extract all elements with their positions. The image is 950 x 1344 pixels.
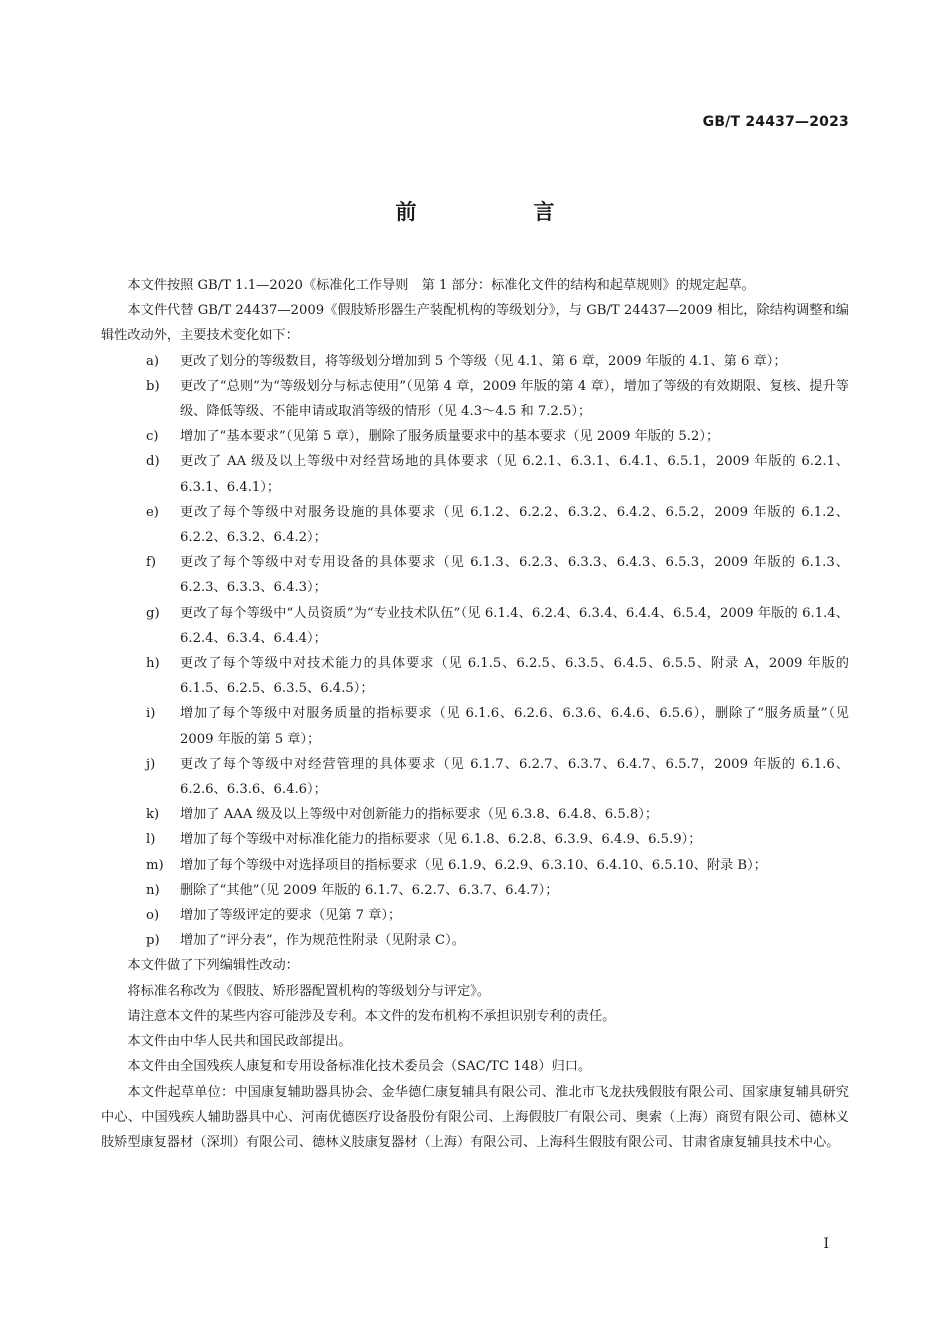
list-item [101,701,849,751]
list-item [101,752,849,802]
list-item-text: 更改了每个等级中对专用设备的具体要求（见 6.1.3、6.2.3、6.3.3、6.4.3、6.5.3，2009 年版的 6.1.3、6.2.3、6.3.3、6.4.3）； [180,555,849,596]
list-item-text: 增加了 AAA 级及以上等级中对创新能力的指标要求（见 6.3.8、6.4.8、6.5.8）； [180,807,659,823]
list-item-marker: l) [146,832,156,848]
list-item-text: 增加了“评分表”，作为规范性附录（见附录 C）。 [180,933,465,949]
list-item-marker: b) [146,378,160,394]
list-item [101,424,849,449]
paragraph-replacement: 本文件代替 GB/T 24437—2009《假肢矫形器生产装配机构的等级划分》，与 GB/T 24437—2009 相比，除结构调整和编辑性改动外，主要技术变化如下： [101,303,849,344]
list-item-text: 增加了每个等级中对选择项目的指标要求（见 6.1.9、6.2.9、6.3.10、6.4.10、6.5.10、附录 B）； [180,857,767,873]
paragraph-proposer: 本文件由中华人民共和国民政部提出。 [127,1034,352,1050]
list-item-marker: g) [146,605,160,621]
list-item-marker: i) [146,706,156,722]
list-item-marker: o) [146,908,160,924]
list-item [101,374,849,424]
page-title: 前 言 [395,200,603,224]
list-item [101,550,849,600]
list-item-marker: n) [146,882,160,898]
list-item-marker: d) [146,454,160,470]
list-item [101,349,849,374]
list-item-text: 更改了“总则”为“等级划分与标志使用”（见第 4 章，2009 年版的第 4 章），增加了等级的有效期限、复核、提升等级、降低等级、不能申请或取消等级的情形（见 4.3～4.5 和 7.2.5）； [180,378,849,420]
list-item-text: 增加了“基本要求”（见第 5 章），删除了服务质量要求中的基本要求（见 2009 年版的 5.2）； [180,429,720,445]
list-item-text: 删除了“其他”（见 2009 年版的 6.1.7、6.2.7、6.3.7、6.4.7）； [180,882,559,898]
list-item-text: 增加了等级评定的要求（见第 7 章）； [180,908,402,924]
list-item-text: 更改了每个等级中对技术能力的具体要求（见 6.1.5、6.2.5、6.3.5、6.4.5、6.5.5、附录 A，2009 年版的 6.1.5、6.2.5、6.3.5、6.4.5）； [180,656,849,697]
list-item [101,903,849,928]
standard-number: GB/T 24437—2023 [702,114,849,130]
list-item [101,449,849,499]
list-item-marker: j) [146,756,156,772]
list-item [101,878,849,903]
list-item-marker: k) [146,807,160,823]
paragraph-editorial-changes: 本文件做了下列编辑性改动： [127,958,299,974]
list-item-text: 更改了每个等级中对经营管理的具体要求（见 6.1.7、6.2.7、6.3.7、6.4.7、6.5.7，2009 年版的 6.1.6、6.2.6、6.3.6、6.4.6）； [180,756,849,798]
list-item-text: 更改了每个等级中“人员资质”为“专业技术队伍”（见 6.1.4、6.2.4、6.3.4、6.4.4、6.5.4，2009 年版的 6.1.4、6.2.4、6.3.4、6.4.4）； [180,605,849,646]
list-item [101,827,849,852]
list-item-text: 更改了划分的等级数目，将等级划分增加到 5 个等级（见 4.1、第 6 章，2009 年版的 4.1、第 6 章）； [180,353,787,369]
list-item-marker: p) [146,933,160,949]
paragraph-patent-notice: 请注意本文件的某些内容可能涉及专利。本文件的发布机构不承担识别专利的责任。 [127,1008,616,1024]
paragraph-name-change: 将标准名称改为《假肢、矫形器配置机构的等级划分与评定》。 [127,983,491,999]
document-body [101,273,849,1155]
list-item-marker: m) [146,857,164,873]
technical-changes-list [101,349,849,954]
paragraph-committee: 本文件由全国残疾人康复和专用设备标准化技术委员会（SAC/TC 148）归口。 [127,1059,592,1075]
list-item [101,853,849,878]
list-item-marker: a) [146,353,160,369]
list-item [101,601,849,651]
list-item-marker: e) [146,504,159,520]
page-number: I [823,1236,829,1252]
list-item-text: 更改了每个等级中对服务设施的具体要求（见 6.1.2、6.2.2、6.3.2、6.4.2、6.5.2，2009 年版的 6.1.2、6.2.2、6.3.2、6.4.2）； [180,504,849,546]
list-item [101,500,849,550]
list-item-marker: c) [146,429,159,445]
list-item [101,802,849,827]
list-item-text: 增加了每个等级中对标准化能力的指标要求（见 6.1.8、6.2.8、6.3.9、6.4.9、6.5.9）； [180,832,702,848]
list-item [101,928,849,953]
list-item [101,651,849,701]
paragraph-drafting-rules: 本文件按照 GB/T 1.1—2020《标准化工作导则 第 1 部分：标准化文件的结构和起草规则》的规定起草。 [127,278,755,293]
list-item-marker: h) [146,656,160,672]
list-item-marker: f) [146,555,157,571]
paragraph-drafting-units: 本文件起草单位：中国康复辅助器具协会、金华德仁康复辅具有限公司、淮北市飞龙扶残假肢有限公司、国家康复辅具研究中心、中国残疾人辅助器具中心、河南优德医疗设备股份有限公司、上海假肢厂有限公司、奥索（上海）商贸有限公司、德林义肢矫型康复器材（深圳）有限公司、德林义肢康复器材（上海）有限公司、上海科生假肢有限公司、甘肃省康复辅具技术中心。 [101,1084,849,1150]
list-item-text: 更改了 AA 级及以上等级中对经营场地的具体要求（见 6.2.1、6.3.1、6.4.1、6.5.1，2009 年版的 6.2.1、6.3.1、6.4.1）； [180,454,849,495]
list-item-text: 增加了每个等级中对服务质量的指标要求（见 6.1.6、6.2.6、6.3.6、6.4.6、6.5.6），删除了“服务质量”（见 2009 年版的第 5 章）； [180,706,849,747]
